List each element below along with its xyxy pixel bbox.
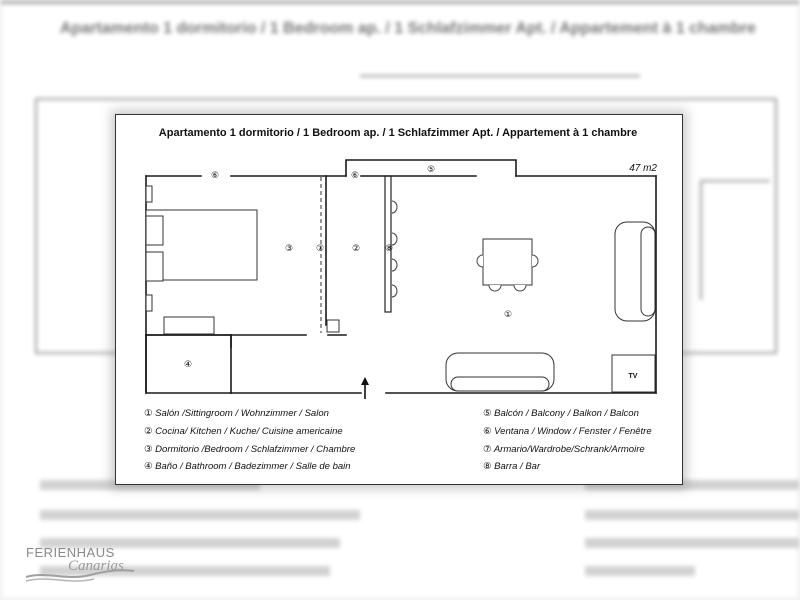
legend-text: Salón /Sittingroom / Wohnzimmer / Salon [155,408,329,419]
legend-marker: ④ [144,461,153,473]
marker-bedroom: ③ [284,244,294,254]
legend-marker: ② [144,425,153,437]
background-wall [35,98,37,353]
legend-marker: ⑧ [483,461,492,473]
nightstand [146,295,152,311]
bar-stool [392,259,397,271]
marker-window: ⑥ [210,171,220,181]
pillow [146,252,163,281]
marker-bathroom: ④ [183,360,193,370]
floor-plan-card [115,114,683,485]
background-text-line [585,510,800,520]
legend-item [483,423,652,441]
legend-item [144,441,355,459]
plan-title: Apartamento 1 dormitorio / 1 Bedroom ap. / 1 Schlafzimmer Apt. / Appartement à 1 chambre [158,127,638,139]
background-wall [700,180,702,300]
dining-table [483,239,532,285]
legend-item [483,441,652,459]
fridge [327,320,339,332]
legend-item [483,405,652,423]
legend-item [144,405,355,423]
legend-text: Armario/Wardrobe/Schrank/Armoire [493,443,645,455]
marker-bar: ⑧ [384,244,394,254]
plan-area: 47 m2 [629,163,657,174]
legend-marker: ③ [144,443,153,455]
legend-text: Balcón / Balcony / Balkon / Balcon [494,408,639,419]
background-text-line [585,538,800,548]
legend-marker: ⑦ [483,443,492,455]
legend-text: Cocina/ Kitchen / Kuche/ Cuisine americaine [155,425,343,437]
dining-chair [532,255,538,267]
legend-marker: ⑤ [483,408,492,419]
background-title: Apartamento 1 dormitorio / 1 Bedroom ap. / 1 Schlafzimmer Apt. / Appartement à 1 chambre [60,20,756,37]
tv-label: TV [628,373,638,380]
marker-wardrobe: ⑦ [315,244,325,254]
legend-marker: ⑥ [483,425,492,437]
marker-balcony: ⑤ [426,165,436,175]
brand-logo [24,545,144,585]
background-text-line [585,566,695,576]
logo-line-2: Canarias [68,558,124,574]
sofa-back [641,227,655,316]
bar-stool [392,201,397,213]
background-text-line [40,510,360,520]
dining-chair [514,285,526,291]
pillow [146,216,163,245]
background-wall [360,75,640,77]
logo-line-1: FERIENHAUS [26,545,115,560]
legend-text: Dormitorio /Bedroom / Schlafzimmer / Chambre [155,443,356,455]
legend-item [483,458,652,476]
desk [164,317,214,334]
bar-stool [392,285,397,297]
legend-left [144,405,355,476]
legend-item [144,458,355,476]
dining-chair [477,255,483,267]
legend-item [144,423,355,441]
entrance-arrowhead [361,377,369,385]
legend-text: Baño / Bathroom / Badezimmer / Salle de bain [155,461,351,473]
dining-chair [489,285,501,291]
marker-kitchen: ② [351,244,361,254]
sofa-bottom-back [451,377,549,391]
legend-text: Ventana / Window / Fenster / Fenêtre [494,425,652,437]
legend-marker: ① [144,408,153,419]
background-wall [775,98,777,353]
marker-sitting-room: ① [503,310,513,320]
nightstand [146,186,152,202]
legend-right [483,405,652,476]
background-wall [35,98,775,100]
legend-text: Barra / Bar [494,461,541,473]
background-wall [700,180,770,182]
marker-window: ⑥ [350,171,360,181]
wave-icon [24,545,144,585]
